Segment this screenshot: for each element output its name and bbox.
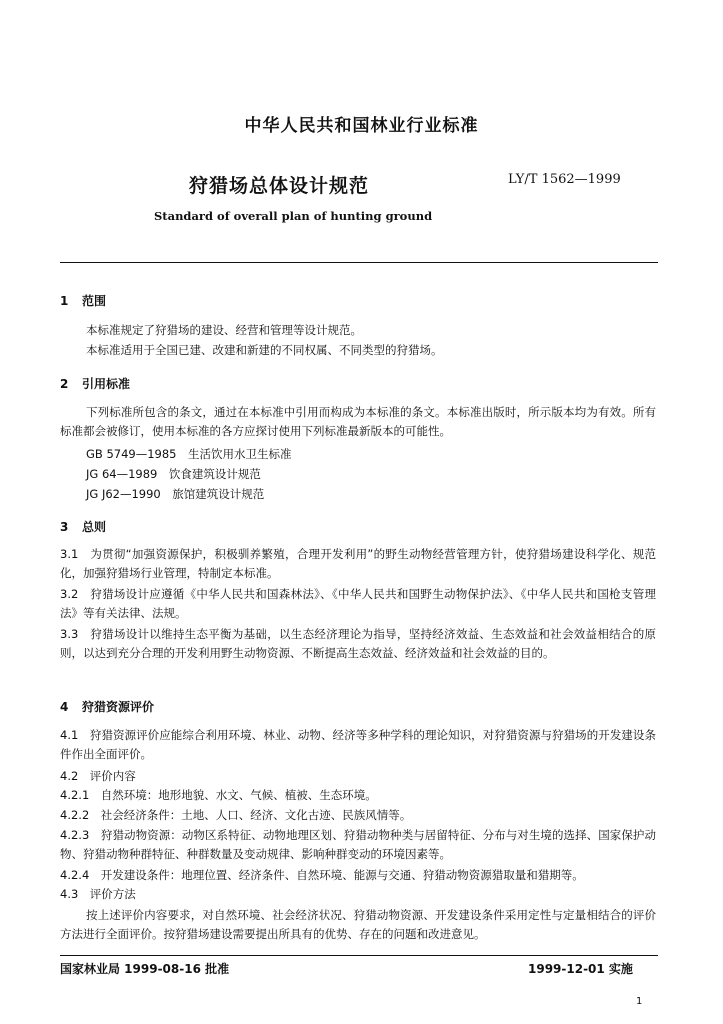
clause: 4.2 评价内容	[60, 769, 136, 783]
reference-item: JG 64—1989 饮食建筑设计规范	[86, 467, 261, 481]
paragraph: 按上述评价内容要求，对自然环境、社会经济状况、狩猎动物资源、开发建设条件采用定性与定量相结合的评价方法进行全面评价。按狩猎场建设需要提出所具有的优势、存在的问题和改进意见。	[60, 908, 656, 941]
bottom-divider	[60, 955, 658, 956]
clause: 4.1 狩猎资源评价应能综合利用环境、林业、动物、经济等多种学科的理论知识，对狩猎资源与狩猎场的开发建设条件作出全面评价。	[60, 728, 656, 761]
clause: 4.2.4 开发建设条件：地理位置、经济条件、自然环境、能源与交通、狩猎动物资源猎取量和猎期等。	[60, 868, 584, 882]
page-number: 1	[636, 996, 643, 1007]
clause: 4.2.2 社会经济条件：土地、人口、经济、文化古迹、民族风情等。	[60, 808, 412, 822]
approval-date: 国家林业局 1999-08-16 批准	[60, 962, 230, 976]
section-title: 引用标准	[82, 377, 131, 391]
section-number: 2	[60, 377, 69, 391]
document-title: 狩猎场总体设计规范	[189, 175, 370, 197]
paragraph: 本标准规定了狩猎场的建设、经营和管理等设计规范。	[86, 323, 362, 337]
clause: 4.3 评价方法	[60, 887, 136, 901]
section-2-heading	[60, 375, 130, 392]
standard-code: LY/T 1562—1999	[508, 172, 621, 187]
clause: 4.2.3 狩猎动物资源：动物区系特征、动物地理区划、狩猎动物种类与居留特征、分布与对生境的选择、国家保护动物、狩猎动物种群特征、种群数量及变动规律、影响种群变动的环境因素等。	[60, 828, 656, 861]
implementation-date: 1999-12-01 实施	[528, 962, 633, 976]
english-title: Standard of overall plan of hunting ground	[154, 209, 433, 223]
section-number: 1	[60, 294, 69, 308]
paragraph: 本标准适用于全国已建、改建和新建的不同权属、不同类型的狩猎场。	[86, 343, 443, 357]
section-1-heading	[60, 292, 106, 309]
section-title: 狩猎资源评价	[82, 700, 155, 714]
section-title: 总则	[82, 520, 107, 534]
section-3-heading	[60, 518, 106, 535]
section-number: 3	[60, 520, 69, 534]
section-4-heading	[60, 698, 154, 715]
clause: 4.2.1 自然环境：地形地貌、水文、气候、植被、生态环境。	[60, 788, 377, 802]
reference-item: GB 5749—1985 生活饮用水卫生标准	[86, 447, 292, 461]
paragraph: 下列标准所包含的条文，通过在本标准中引用而构成为本标准的条文。本标准出版时，所示版本均为有效。所有标准都会被修订，使用本标准的各方应探讨使用下列标准最新版本的可能性。	[60, 405, 656, 438]
section-number: 4	[60, 700, 69, 714]
clause: 3.2 狩猎场设计应遵循《中华人民共和国森林法》、《中华人民共和国野生动物保护法》、《中华人民共和国枪支管理法》等有关法律、法规。	[60, 587, 656, 620]
reference-item: JG J62—1990 旅馆建筑设计规范	[86, 487, 265, 501]
clause: 3.3 狩猎场设计以维持生态平衡为基础，以生态经济理论为指导，坚持经济效益、生态效益和社会效益相结合的原则，以达到充分合理的开发利用野生动物资源、不断提高生态效益、经济效益和社会效益的目的。	[60, 627, 656, 660]
section-title: 范围	[82, 294, 107, 308]
standard-type-heading: 中华人民共和国林业行业标准	[244, 116, 479, 136]
top-divider	[60, 262, 658, 263]
clause: 3.1 为贯彻“加强资源保护，积极驯养繁殖，合理开发利用”的野生动物经营管理方针，使狩猎场建设科学化、规范化，加强狩猎场行业管理，特制定本标准。	[60, 547, 656, 580]
